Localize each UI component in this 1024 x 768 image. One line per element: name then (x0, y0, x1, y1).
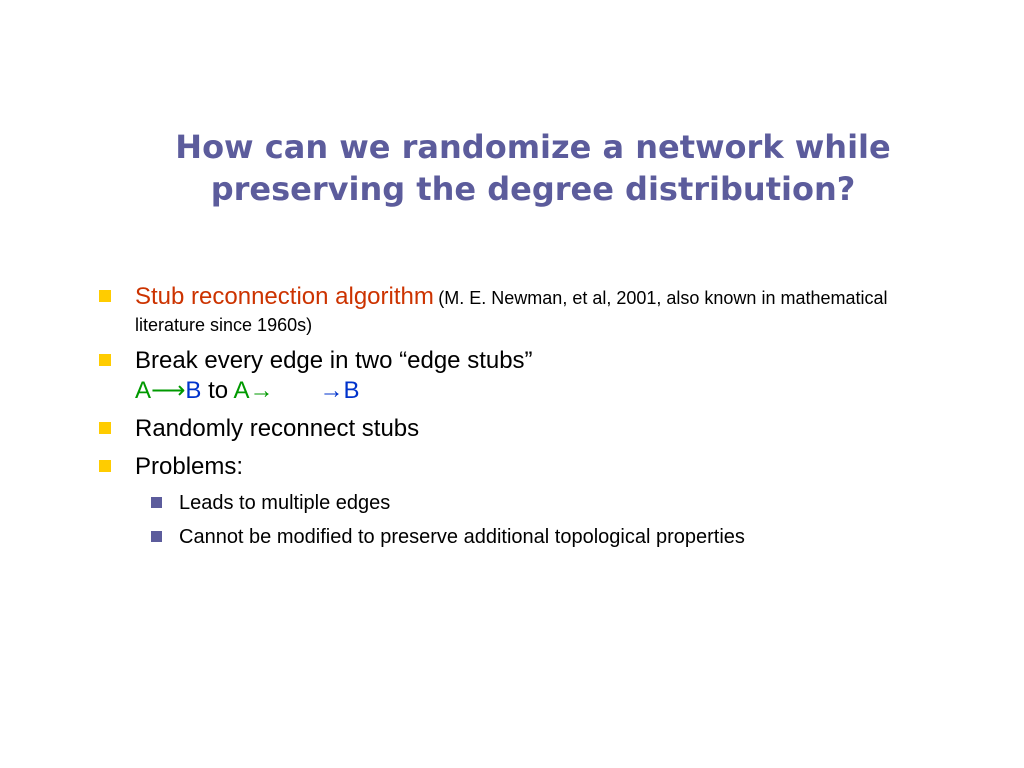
long-arrow-icon: ⟶ (151, 377, 186, 404)
multiple-edges-text: Leads to multiple edges (179, 492, 391, 514)
node-b-label: B (185, 377, 202, 404)
arrow-right-icon: → (249, 377, 274, 404)
square-bullet-icon (99, 354, 111, 366)
node-a-label: A (135, 377, 152, 404)
bullet-problems (95, 452, 955, 482)
title-line-2: preserving the degree distribution? (210, 170, 856, 208)
square-sub-bullet-icon (151, 531, 162, 542)
stub-diagram (135, 376, 955, 406)
arrow-right-icon: → (319, 377, 344, 404)
square-bullet-icon (99, 290, 111, 302)
square-bullet-icon (99, 460, 111, 472)
bullet-stub-reconnection (95, 282, 955, 338)
slide-title (120, 126, 946, 210)
title-line-1: How can we randomize a network while (175, 128, 891, 166)
stub-b-label: B (343, 377, 360, 404)
bullet-list (95, 282, 955, 558)
reconnect-text: Randomly reconnect stubs (135, 415, 420, 442)
square-bullet-icon (99, 422, 111, 434)
sub-bullet-multiple-edges (95, 490, 955, 516)
sub-bullet-cannot-modify (95, 524, 819, 550)
break-edge-text: Break every edge in two “edge stubs” (135, 347, 533, 374)
stub-a-label: A (233, 377, 250, 404)
cannot-modify-text: Cannot be modified to preserve additional topological properties (179, 526, 745, 548)
problems-text: Problems: (135, 453, 244, 480)
stub-reconnection-highlight: Stub reconnection algorithm (135, 283, 434, 310)
square-sub-bullet-icon (151, 497, 162, 508)
bullet-break-edge (95, 346, 955, 406)
bullet-reconnect (95, 414, 955, 444)
to-label: to (208, 377, 229, 404)
stub-reconnection-citation: (M. E. Newman, et al, 2001, also known in mathematical literature since 1960s) (135, 288, 888, 335)
